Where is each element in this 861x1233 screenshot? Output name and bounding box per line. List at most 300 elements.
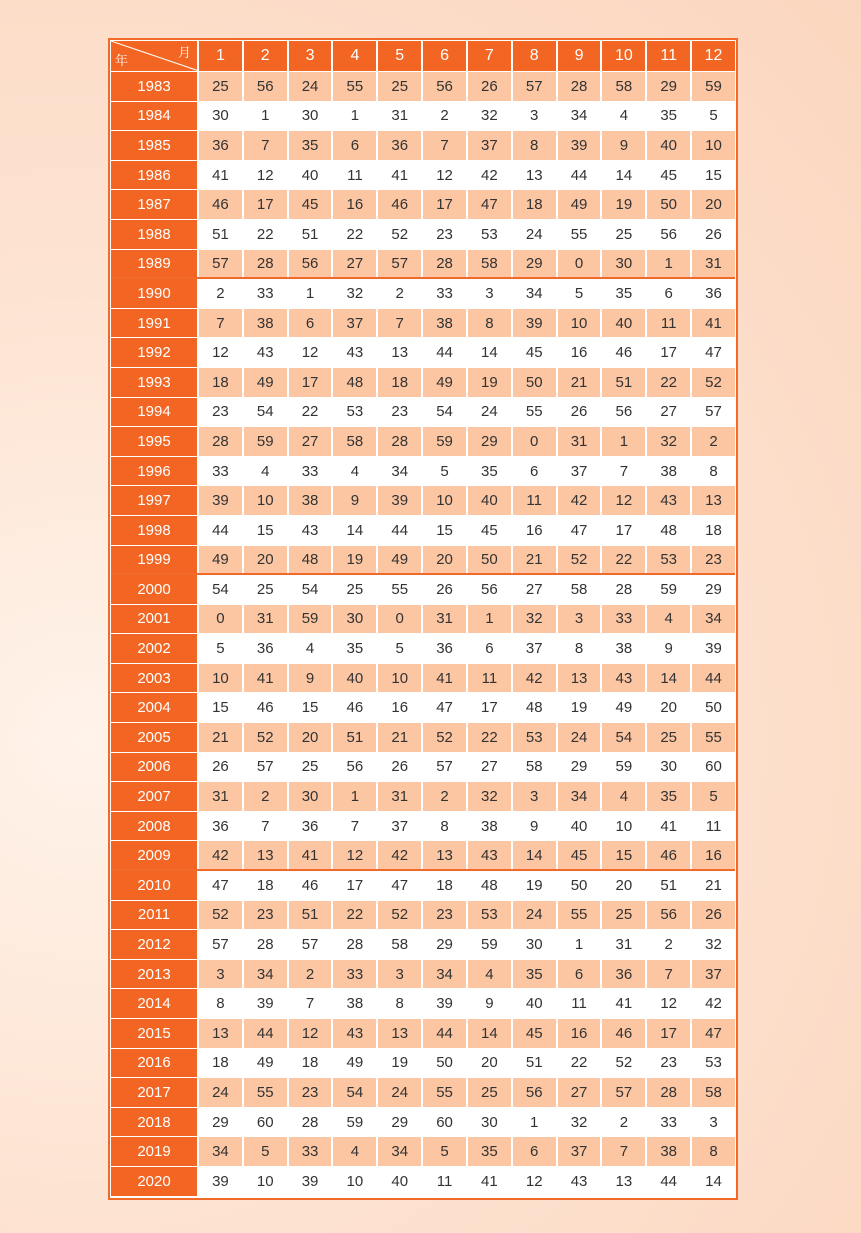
value-cell: 11 bbox=[333, 161, 378, 190]
value-cell: 59 bbox=[602, 753, 647, 782]
value-cell: 56 bbox=[244, 72, 289, 101]
table-row bbox=[111, 309, 735, 339]
value-cell: 2 bbox=[378, 279, 423, 308]
value-cell: 47 bbox=[199, 871, 244, 900]
value-cell: 25 bbox=[468, 1078, 513, 1107]
value-cell: 25 bbox=[244, 575, 289, 604]
value-cell: 11 bbox=[423, 1167, 468, 1196]
value-cell: 37 bbox=[378, 812, 423, 841]
value-cell: 18 bbox=[244, 871, 289, 900]
value-cell: 12 bbox=[289, 1019, 334, 1048]
value-cell: 49 bbox=[244, 368, 289, 397]
value-cell: 46 bbox=[244, 693, 289, 722]
value-cell: 5 bbox=[199, 634, 244, 663]
year-cell: 1991 bbox=[111, 309, 199, 338]
value-cell: 59 bbox=[289, 605, 334, 634]
value-cell: 8 bbox=[558, 634, 603, 663]
value-cell: 51 bbox=[602, 368, 647, 397]
value-cell: 32 bbox=[468, 782, 513, 811]
value-cell: 28 bbox=[333, 930, 378, 959]
value-cell: 23 bbox=[244, 901, 289, 930]
value-cell: 2 bbox=[602, 1108, 647, 1137]
month-header-cell: 2 bbox=[244, 41, 289, 71]
value-cell: 56 bbox=[423, 72, 468, 101]
table-row bbox=[111, 457, 735, 487]
value-cell: 51 bbox=[199, 220, 244, 249]
value-cell: 46 bbox=[602, 338, 647, 367]
year-cell: 2004 bbox=[111, 693, 199, 722]
value-cell: 51 bbox=[289, 901, 334, 930]
value-cell: 27 bbox=[333, 250, 378, 278]
value-cell: 52 bbox=[602, 1049, 647, 1078]
value-cell: 10 bbox=[423, 486, 468, 515]
value-cell: 52 bbox=[378, 901, 423, 930]
value-cell: 1 bbox=[647, 250, 692, 278]
value-cell: 39 bbox=[378, 486, 423, 515]
value-cell: 13 bbox=[244, 841, 289, 869]
value-cell: 22 bbox=[244, 220, 289, 249]
value-cell: 14 bbox=[647, 664, 692, 693]
value-cell: 13 bbox=[378, 1019, 423, 1048]
value-cell: 8 bbox=[692, 1137, 735, 1166]
value-cell: 17 bbox=[333, 871, 378, 900]
value-cell: 0 bbox=[199, 605, 244, 634]
value-cell: 43 bbox=[333, 1019, 378, 1048]
value-cell: 26 bbox=[199, 753, 244, 782]
value-cell: 13 bbox=[423, 841, 468, 869]
value-cell: 18 bbox=[513, 190, 558, 219]
value-cell: 52 bbox=[692, 368, 735, 397]
value-cell: 7 bbox=[378, 309, 423, 338]
value-cell: 10 bbox=[244, 486, 289, 515]
value-cell: 5 bbox=[558, 279, 603, 308]
value-cell: 26 bbox=[705, 225, 722, 243]
value-cell: 57 bbox=[199, 930, 244, 959]
value-cell: 55 bbox=[692, 723, 735, 752]
value-cell: 38 bbox=[602, 634, 647, 663]
value-cell: 44 bbox=[692, 664, 735, 693]
value-cell: 58 bbox=[378, 930, 423, 959]
value-cell: 36 bbox=[244, 634, 289, 663]
value-cell: 10 bbox=[602, 812, 647, 841]
value-cell: 4 bbox=[647, 605, 692, 634]
value-cell: 55 bbox=[513, 398, 558, 427]
month-header-cell: 8 bbox=[513, 41, 558, 71]
value-cell: 40 bbox=[513, 989, 558, 1018]
value-cell: 34 bbox=[558, 102, 603, 131]
value-cell: 17 bbox=[647, 1019, 692, 1048]
corner-month-label: 月 bbox=[177, 45, 191, 60]
value-cell: 3 bbox=[558, 605, 603, 634]
value-cell: 49 bbox=[602, 693, 647, 722]
year-cell: 2010 bbox=[111, 871, 199, 900]
value-cell: 18 bbox=[199, 368, 244, 397]
month-header-cell: 12 bbox=[692, 41, 735, 71]
value-cell: 34 bbox=[378, 457, 423, 486]
value-cell: 9 bbox=[333, 486, 378, 515]
value-cell: 1 bbox=[244, 102, 289, 131]
table-header-row bbox=[111, 41, 735, 71]
value-cell: 33 bbox=[199, 457, 244, 486]
value-cell: 39 bbox=[199, 1167, 244, 1196]
value-cell: 26 bbox=[692, 901, 735, 930]
year-cell: 2009 bbox=[111, 841, 199, 869]
value-cell: 16 bbox=[558, 1019, 603, 1048]
value-cell: 23 bbox=[423, 901, 468, 930]
table-row bbox=[111, 250, 735, 280]
value-cell: 16 bbox=[333, 190, 378, 219]
value-cell: 12 bbox=[647, 989, 692, 1018]
value-cell: 54 bbox=[289, 575, 334, 604]
value-cell: 50 bbox=[423, 1049, 468, 1078]
value-cell: 0 bbox=[378, 605, 423, 634]
value-cell: 28 bbox=[289, 1108, 334, 1137]
value-cell: 1 bbox=[333, 102, 378, 131]
value-cell: 56 bbox=[647, 220, 692, 249]
value-cell: 11 bbox=[647, 309, 692, 338]
year-cell: 2005 bbox=[111, 723, 199, 752]
value-cell: 14 bbox=[705, 1172, 722, 1190]
value-cell: 40 bbox=[558, 812, 603, 841]
table-row bbox=[111, 220, 735, 250]
value-cell: 35 bbox=[333, 634, 378, 663]
value-cell: 22 bbox=[333, 901, 378, 930]
value-cell: 42 bbox=[378, 841, 423, 869]
value-cell: 12 bbox=[333, 841, 378, 869]
table-row bbox=[111, 723, 735, 753]
value-cell: 35 bbox=[647, 102, 692, 131]
value-cell: 57 bbox=[423, 753, 468, 782]
value-cell: 2 bbox=[423, 782, 468, 811]
value-cell: 59 bbox=[333, 1108, 378, 1137]
value-cell: 34 bbox=[244, 960, 289, 989]
value-cell: 16 bbox=[558, 338, 603, 367]
value-cell: 4 bbox=[602, 102, 647, 131]
value-cell: 7 bbox=[602, 1137, 647, 1166]
value-cell: 36 bbox=[423, 634, 468, 663]
value-cell: 34 bbox=[378, 1137, 423, 1166]
year-cell: 1993 bbox=[111, 368, 199, 397]
value-cell: 35 bbox=[602, 279, 647, 308]
value-cell: 27 bbox=[468, 753, 513, 782]
value-cell: 17 bbox=[423, 190, 468, 219]
value-cell: 19 bbox=[468, 368, 513, 397]
value-cell: 37 bbox=[468, 131, 513, 160]
year-cell: 1996 bbox=[111, 457, 199, 486]
value-cell: 21 bbox=[199, 723, 244, 752]
value-cell: 31 bbox=[423, 605, 468, 634]
value-cell: 3 bbox=[199, 960, 244, 989]
value-cell: 24 bbox=[378, 1078, 423, 1107]
value-cell: 39 bbox=[289, 1167, 334, 1196]
value-cell: 8 bbox=[199, 989, 244, 1018]
table-row bbox=[111, 960, 735, 990]
value-cell: 36 bbox=[378, 131, 423, 160]
value-cell: 31 bbox=[602, 930, 647, 959]
value-cell: 19 bbox=[558, 693, 603, 722]
value-cell: 33 bbox=[289, 1137, 334, 1166]
value-cell: 44 bbox=[647, 1167, 692, 1196]
value-cell: 46 bbox=[199, 190, 244, 219]
value-cell: 55 bbox=[558, 901, 603, 930]
value-cell: 44 bbox=[423, 1019, 468, 1048]
value-cell: 22 bbox=[647, 368, 692, 397]
value-cell: 50 bbox=[647, 190, 692, 219]
value-cell: 33 bbox=[289, 457, 334, 486]
year-cell: 1994 bbox=[111, 398, 199, 427]
value-cell: 12 bbox=[602, 486, 647, 515]
table-row bbox=[111, 1167, 735, 1197]
year-cell: 1990 bbox=[111, 279, 199, 308]
month-header-cell: 4 bbox=[333, 41, 378, 71]
value-cell: 46 bbox=[647, 841, 692, 869]
value-cell: 4 bbox=[602, 782, 647, 811]
value-cell: 23 bbox=[289, 1078, 334, 1107]
value-cell: 13 bbox=[378, 338, 423, 367]
value-cell: 36 bbox=[199, 812, 244, 841]
value-cell: 16 bbox=[692, 841, 735, 869]
value-cell: 51 bbox=[647, 871, 692, 900]
value-cell: 52 bbox=[244, 723, 289, 752]
value-cell: 7 bbox=[423, 131, 468, 160]
value-cell: 29 bbox=[468, 427, 513, 456]
value-cell: 47 bbox=[558, 516, 603, 545]
value-cell: 28 bbox=[423, 250, 468, 278]
value-cell: 25 bbox=[647, 723, 692, 752]
value-cell: 19 bbox=[378, 1049, 423, 1078]
value-cell: 50 bbox=[468, 546, 513, 574]
value-cell: 49 bbox=[423, 368, 468, 397]
value-cell: 30 bbox=[289, 782, 334, 811]
value-cell: 33 bbox=[244, 279, 289, 308]
value-cell: 15 bbox=[289, 693, 334, 722]
value-cell: 9 bbox=[289, 664, 334, 693]
table-row bbox=[111, 279, 735, 309]
table-row bbox=[111, 1137, 735, 1167]
value-cell: 60 bbox=[423, 1108, 468, 1137]
table-row bbox=[111, 812, 735, 842]
value-cell: 45 bbox=[468, 516, 513, 545]
value-cell: 52 bbox=[378, 220, 423, 249]
value-cell: 42 bbox=[705, 995, 722, 1013]
value-cell: 9 bbox=[602, 131, 647, 160]
value-cell: 43 bbox=[558, 1167, 603, 1196]
year-cell: 2012 bbox=[111, 930, 199, 959]
value-cell: 10 bbox=[558, 309, 603, 338]
value-cell: 39 bbox=[423, 989, 468, 1018]
table-row bbox=[111, 575, 735, 605]
value-cell: 15 bbox=[423, 516, 468, 545]
value-cell: 6 bbox=[333, 131, 378, 160]
value-cell: 10 bbox=[244, 1167, 289, 1196]
value-cell: 55 bbox=[558, 220, 603, 249]
table-row bbox=[111, 131, 735, 161]
value-cell: 23 bbox=[423, 220, 468, 249]
value-cell: 32 bbox=[705, 936, 722, 954]
value-cell: 26 bbox=[468, 72, 513, 101]
value-cell: 29 bbox=[423, 930, 468, 959]
value-cell: 41 bbox=[289, 841, 334, 869]
value-cell: 29 bbox=[378, 1108, 423, 1137]
table-row bbox=[111, 546, 735, 576]
value-cell: 58 bbox=[692, 1078, 735, 1107]
value-cell: 13 bbox=[199, 1019, 244, 1048]
value-cell: 30 bbox=[199, 102, 244, 131]
value-cell: 35 bbox=[468, 457, 513, 486]
value-cell: 14 bbox=[468, 1019, 513, 1048]
table-row bbox=[111, 693, 735, 723]
value-cell: 34 bbox=[513, 279, 558, 308]
value-cell: 47 bbox=[468, 190, 513, 219]
value-cell: 5 bbox=[378, 634, 423, 663]
value-cell: 42 bbox=[558, 486, 603, 515]
value-cell: 27 bbox=[513, 575, 558, 604]
month-header-cell: 11 bbox=[647, 41, 692, 71]
value-cell: 39 bbox=[244, 989, 289, 1018]
value-cell: 51 bbox=[289, 220, 334, 249]
value-cell: 54 bbox=[333, 1078, 378, 1107]
year-cell: 2008 bbox=[111, 812, 199, 841]
value-cell: 28 bbox=[378, 427, 423, 456]
value-cell: 45 bbox=[558, 841, 603, 869]
value-cell: 60 bbox=[705, 758, 722, 776]
value-cell: 48 bbox=[468, 871, 513, 900]
value-cell: 34 bbox=[199, 1137, 244, 1166]
month-header-cell: 3 bbox=[289, 41, 334, 71]
value-cell: 15 bbox=[199, 693, 244, 722]
value-cell: 14 bbox=[333, 516, 378, 545]
value-cell: 11 bbox=[513, 486, 558, 515]
year-cell: 1988 bbox=[111, 220, 199, 249]
table-row bbox=[111, 190, 735, 220]
year-month-table bbox=[108, 38, 738, 1200]
value-cell: 49 bbox=[558, 190, 603, 219]
value-cell: 30 bbox=[289, 102, 334, 131]
value-cell: 38 bbox=[647, 457, 692, 486]
value-cell: 57 bbox=[513, 72, 558, 101]
value-cell: 12 bbox=[244, 161, 289, 190]
value-cell: 33 bbox=[423, 279, 468, 308]
value-cell: 21 bbox=[513, 546, 558, 574]
value-cell: 5 bbox=[244, 1137, 289, 1166]
value-cell: 50 bbox=[705, 699, 722, 717]
table-row bbox=[111, 901, 735, 931]
value-cell: 1 bbox=[468, 605, 513, 634]
value-cell: 27 bbox=[289, 427, 334, 456]
value-cell: 29 bbox=[513, 250, 558, 278]
value-cell: 12 bbox=[199, 338, 244, 367]
value-cell: 35 bbox=[468, 1137, 513, 1166]
year-cell: 2007 bbox=[111, 782, 199, 811]
value-cell: 53 bbox=[647, 546, 692, 574]
year-cell: 2017 bbox=[111, 1078, 199, 1107]
value-cell: 26 bbox=[378, 753, 423, 782]
table-row bbox=[111, 1019, 735, 1049]
value-cell: 12 bbox=[513, 1167, 558, 1196]
value-cell: 2 bbox=[199, 279, 244, 308]
value-cell: 30 bbox=[333, 605, 378, 634]
value-cell: 40 bbox=[333, 664, 378, 693]
year-cell: 1995 bbox=[111, 427, 199, 456]
value-cell: 45 bbox=[647, 161, 692, 190]
value-cell: 2 bbox=[647, 930, 692, 959]
value-cell: 9 bbox=[468, 989, 513, 1018]
value-cell: 4 bbox=[333, 457, 378, 486]
year-cell: 1992 bbox=[111, 338, 199, 367]
value-cell: 2 bbox=[692, 427, 735, 456]
value-cell: 53 bbox=[468, 901, 513, 930]
value-cell: 20 bbox=[602, 871, 647, 900]
value-cell: 49 bbox=[199, 546, 244, 574]
value-cell: 1 bbox=[289, 279, 334, 308]
value-cell: 32 bbox=[333, 279, 378, 308]
value-cell: 14 bbox=[513, 841, 558, 869]
table-row bbox=[111, 368, 735, 398]
value-cell: 23 bbox=[378, 398, 423, 427]
year-cell: 1998 bbox=[111, 516, 199, 545]
value-cell: 43 bbox=[333, 338, 378, 367]
value-cell: 36 bbox=[705, 284, 722, 302]
table-row bbox=[111, 664, 735, 694]
value-cell: 13 bbox=[602, 1167, 647, 1196]
month-header-cell: 5 bbox=[378, 41, 423, 71]
value-cell: 18 bbox=[705, 521, 722, 539]
value-cell: 46 bbox=[378, 190, 423, 219]
value-cell: 7 bbox=[289, 989, 334, 1018]
value-cell: 56 bbox=[602, 398, 647, 427]
corner-header-cell bbox=[111, 41, 199, 71]
year-cell: 2019 bbox=[111, 1137, 199, 1166]
value-cell: 54 bbox=[244, 398, 289, 427]
year-cell: 1999 bbox=[111, 546, 199, 574]
value-cell: 51 bbox=[513, 1049, 558, 1078]
value-cell: 53 bbox=[705, 1054, 722, 1072]
value-cell: 26 bbox=[423, 575, 468, 604]
value-cell: 34 bbox=[558, 782, 603, 811]
value-cell: 37 bbox=[558, 1137, 603, 1166]
table-row bbox=[111, 102, 735, 132]
value-cell: 30 bbox=[602, 250, 647, 278]
value-cell: 54 bbox=[602, 723, 647, 752]
value-cell: 45 bbox=[289, 190, 334, 219]
value-cell: 54 bbox=[199, 575, 244, 604]
value-cell: 23 bbox=[692, 546, 735, 574]
value-cell: 6 bbox=[647, 279, 692, 308]
value-cell: 57 bbox=[199, 250, 244, 278]
value-cell: 59 bbox=[647, 575, 692, 604]
value-cell: 22 bbox=[468, 723, 513, 752]
table-row bbox=[111, 398, 735, 428]
value-cell: 38 bbox=[468, 812, 513, 841]
value-cell: 44 bbox=[378, 516, 423, 545]
table-row bbox=[111, 1108, 735, 1138]
value-cell: 41 bbox=[423, 664, 468, 693]
value-cell: 20 bbox=[647, 693, 692, 722]
year-cell: 1984 bbox=[111, 102, 199, 131]
month-header-cell: 1 bbox=[199, 41, 244, 71]
value-cell: 10 bbox=[692, 131, 735, 160]
value-cell: 28 bbox=[602, 575, 647, 604]
value-cell: 48 bbox=[513, 693, 558, 722]
value-cell: 29 bbox=[705, 580, 722, 598]
value-cell: 19 bbox=[513, 871, 558, 900]
year-cell: 2015 bbox=[111, 1019, 199, 1048]
year-cell: 1989 bbox=[111, 250, 199, 278]
value-cell: 25 bbox=[602, 901, 647, 930]
value-cell: 49 bbox=[378, 546, 423, 574]
value-cell: 12 bbox=[423, 161, 468, 190]
value-cell: 31 bbox=[244, 605, 289, 634]
